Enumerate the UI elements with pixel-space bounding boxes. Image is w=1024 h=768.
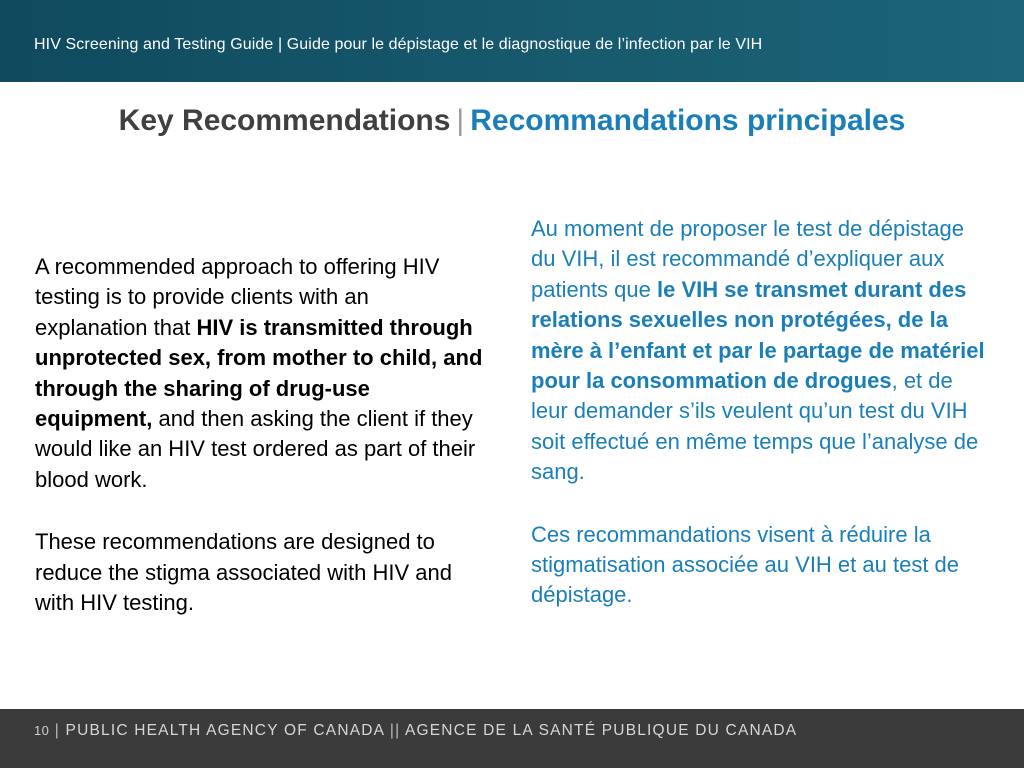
english-column [35,252,485,618]
english-p1-text-before: A recommended approach to offering HIV testing is to provide clients with an explanation that [35,254,440,340]
french-paragraph-2: Ces recommandations visent à réduire la stigmatisation associée au VIH et au test de dépistage. [531,521,960,608]
french-column [531,214,986,611]
english-paragraph-1 [35,252,485,495]
paragraph-spacer [35,495,485,527]
footer-separator: | [54,722,61,739]
paragraph-spacer [531,488,986,520]
english-paragraph-2: These recommendations are designed to reduce the stigma associated with HIV and with HIV testing. [35,529,453,616]
footer-agency-english: PUBLIC HEALTH AGENCY OF CANADA [65,722,385,739]
footer-double-separator: || [389,722,401,739]
title-french: Recommandations principales [470,104,906,137]
french-paragraph-1 [531,214,986,488]
footer [34,722,797,740]
french-p1-bold-text: le VIH se transmet durant des relations sexuelles non protégées, de la mère à l’enfant et par le partage de matériel pour la consommation de drogues [531,276,985,394]
french-p1-text-before: Au moment de proposer le test de dépistage du VIH, il est recommandé d’expliquer aux patients que [531,216,964,302]
header-guide-title: HIV Screening and Testing Guide | Guide pour le dépistage et le diagnostique de l’infection par le VIH [34,36,763,53]
title-english: Key Recommendations [118,104,451,137]
page-number: 10 [34,723,50,738]
footer-agency-french: AGENCE DE LA SANTÉ PUBLIQUE DU CANADA [404,722,798,739]
english-p1-text-after: and then asking the client if they would like an HIV test ordered as part of their blood work. [35,406,476,492]
slide-title [0,104,1024,138]
title-separator: | [456,104,465,137]
french-p1-text-after: , et de leur demander s’ils veulent qu’un test du VIH soit effectué en même temps que l’analyse de sang. [531,368,979,485]
english-p1-bold-text: HIV is transmitted through unprotected sex, from mother to child, and through the sharing of drug-use equipment, [35,314,483,432]
